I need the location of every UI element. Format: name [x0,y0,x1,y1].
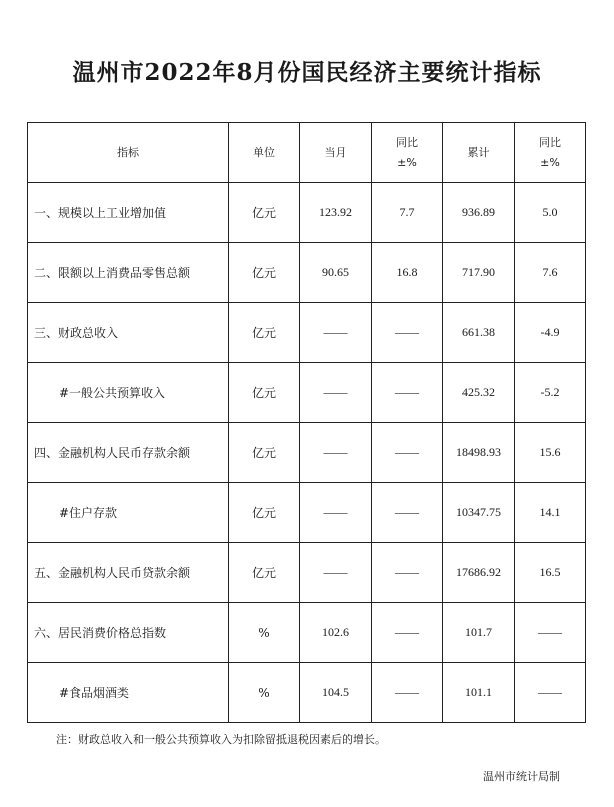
dash-placeholder: —— [395,445,419,459]
cell-yoy1 [372,363,443,423]
dash-placeholder: —— [538,685,562,699]
dash-placeholder: —— [323,385,348,399]
cell-text: 104.5 [322,685,349,699]
cell-text: 15.6 [539,445,561,459]
cell-month [300,603,372,663]
cell-unit [229,423,300,483]
cell-unit [229,543,300,603]
header-month: 当月 [300,123,372,183]
cell-text: 二、限额以上消费品零售总额 [34,266,191,280]
statistics-table [27,122,586,723]
cell-text: 六、居民消费价格总指数 [34,626,167,640]
cell-text: % [258,685,270,700]
cell-yoy2 [515,663,586,723]
header-yoy-month [372,123,443,183]
cell-yoy2 [515,183,586,243]
cell-name [28,603,229,663]
cell-unit [229,303,300,363]
cell-text: -5.2 [540,385,560,399]
cell-text: 三、财政总收入 [34,326,119,340]
cell-text: 亿元 [251,266,276,280]
cell-unit [229,363,300,423]
cell-text: 16.8 [396,265,418,279]
dash-placeholder: —— [395,385,419,399]
cell-text: 五、金融机构人民币贷款余额 [34,566,191,580]
cell-yoy1 [372,483,443,543]
cell-cumulative [443,663,515,723]
table-row [28,423,586,483]
cell-yoy2 [515,363,586,423]
cell-yoy1 [372,243,443,303]
header-unit: 单位 [229,123,300,183]
cell-cumulative [443,363,515,423]
cell-text: 101.1 [465,685,492,699]
table-header-row [28,123,586,183]
cell-cumulative [443,183,515,243]
cell-text: -4.9 [540,325,560,339]
cell-text: 亿元 [251,206,276,220]
cell-text: 101.7 [465,625,492,639]
cell-name [28,243,229,303]
table-row [28,243,586,303]
cell-text: 亿元 [251,506,276,520]
cell-text: 102.6 [322,625,349,639]
cell-unit [229,483,300,543]
table-row [28,183,586,243]
header-yoy-cumulative-line1: 同比 [539,135,561,149]
table-row [28,363,586,423]
cell-text: 10347.75 [456,505,501,519]
cell-cumulative [443,423,515,483]
cell-month [300,543,372,603]
cell-month [300,303,372,363]
cell-text: 亿元 [251,566,276,580]
dash-placeholder: —— [395,685,419,699]
cell-name [28,543,229,603]
cell-text: 661.38 [462,325,495,339]
table-row [28,543,586,603]
cell-text: #一般公共预算收入 [59,386,166,400]
dash-placeholder: —— [538,625,562,639]
dash-placeholder: —— [395,625,419,639]
issuer-label: 温州市统计局制 [483,770,560,783]
dash-placeholder: —— [323,445,348,459]
cell-unit [229,603,300,663]
cell-text: 717.90 [462,265,495,279]
cell-yoy2 [515,603,586,663]
cell-text: 7.6 [542,265,558,279]
cell-text: 7.7 [399,205,415,219]
header-yoy-month-line2: ±% [397,155,417,169]
cell-text: 17686.92 [456,565,501,579]
cell-yoy1 [372,303,443,363]
cell-text: 5.0 [542,205,558,219]
cell-month [300,183,372,243]
cell-month [300,663,372,723]
cell-yoy1 [372,183,443,243]
cell-yoy2 [515,303,586,363]
table-row [28,483,586,543]
cell-name [28,183,229,243]
cell-text: 亿元 [251,446,276,460]
cell-unit [229,663,300,723]
cell-text: 18498.93 [456,445,501,459]
cell-name [28,663,229,723]
cell-text: 一、规模以上工业增加值 [34,206,167,220]
cell-unit [229,183,300,243]
cell-name [28,483,229,543]
cell-text: 14.1 [539,505,561,519]
cell-cumulative [443,483,515,543]
header-indicator: 指标 [28,123,229,183]
table-body [28,183,586,723]
cell-cumulative [443,603,515,663]
header-cumulative: 累计 [443,123,515,183]
cell-cumulative [443,303,515,363]
cell-text: 936.89 [462,205,495,219]
dash-placeholder: —— [323,565,348,579]
cell-month [300,363,372,423]
cell-cumulative [443,543,515,603]
cell-name [28,423,229,483]
cell-month [300,243,372,303]
cell-text: 425.32 [462,385,495,399]
table-row [28,603,586,663]
header-yoy-cumulative [515,123,586,183]
page-title: 温州市2022年8月份国民经济主要统计指标 [72,59,542,86]
cell-text: 16.5 [539,565,561,579]
cell-month [300,483,372,543]
dash-placeholder: —— [395,565,419,579]
cell-yoy1 [372,543,443,603]
cell-text: #食品烟酒类 [59,686,130,700]
cell-yoy2 [515,483,586,543]
cell-yoy2 [515,423,586,483]
cell-text: % [258,625,270,640]
dash-placeholder: —— [395,505,419,519]
cell-yoy1 [372,423,443,483]
cell-name [28,303,229,363]
cell-cumulative [443,243,515,303]
cell-text: 123.92 [319,205,352,219]
cell-unit [229,243,300,303]
header-yoy-month-line1: 同比 [396,135,418,149]
cell-text: #住户存款 [59,506,118,520]
cell-text: 亿元 [251,326,276,340]
dash-placeholder: —— [323,325,348,339]
dash-placeholder: —— [395,325,419,339]
cell-text: 四、金融机构人民币存款余额 [34,446,191,460]
cell-yoy2 [515,543,586,603]
table-row [28,303,586,363]
cell-yoy2 [515,243,586,303]
cell-month [300,423,372,483]
dash-placeholder: —— [323,505,348,519]
cell-name [28,363,229,423]
header-yoy-cumulative-line2: ±% [540,155,560,169]
cell-text: 90.65 [322,265,349,279]
cell-text: 亿元 [251,386,276,400]
cell-yoy1 [372,663,443,723]
footnote: 注：财政总收入和一般公共预算收入为扣除留抵退税因素后的增长。 [56,733,386,746]
table-row [28,663,586,723]
cell-yoy1 [372,603,443,663]
